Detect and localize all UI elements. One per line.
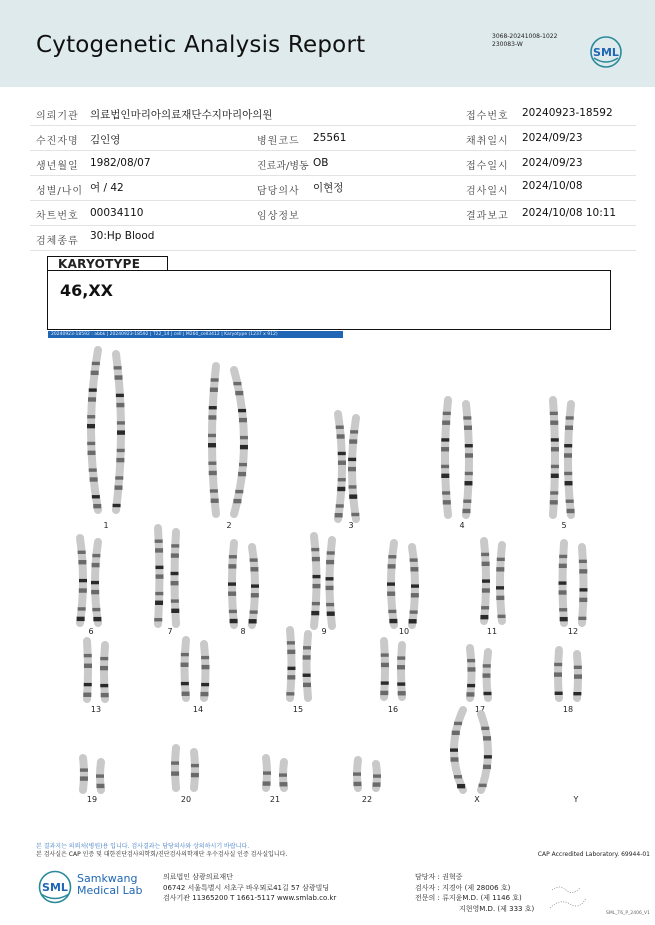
chromosome-label: 4 [459,521,465,530]
chromosome-pair-10 [387,543,419,636]
info-row-1 [30,101,636,126]
chromosome-label: 14 [192,705,204,714]
chromosome-label: 20 [180,795,192,804]
lab-name-line-2: Medical Lab [77,884,143,897]
chromosome-pair-12 [559,543,588,636]
report-title: Cytogenetic Analysis Report [36,32,366,58]
document-id-line-1: 3068-20241008-1022 [492,33,558,40]
chromosome-label: Y [573,795,579,804]
chromosome-label: 18 [562,705,574,714]
dept-value: OB [313,157,329,169]
info-row-2 [30,126,636,151]
form-number: SML_T6_P_2406_V1 [606,911,650,916]
chromosome-label: 8 [240,627,246,636]
chart-no-label: 차트번호 [36,211,79,222]
institution-value: 의료법인마리아의료재단수지마리아의원 [90,109,273,121]
svg-text:SML: SML [593,46,619,59]
specimen-label: 검체종류 [36,236,79,247]
name-value: 김인영 [90,134,121,146]
signature-icon [548,880,588,914]
institution-label: 의뢰기관 [36,111,79,122]
chromosome-pair-17 [466,648,491,714]
karyotype-tab: KARYOTYPE [47,256,168,270]
clinical-label: 임상정보 [257,211,300,222]
report-label: 결과보고 [466,211,509,222]
sex-age-value: 여 / 42 [90,182,124,194]
chromosome-pair-21 [263,758,288,804]
collection-date-label: 채취일시 [466,136,509,147]
chromosome-pair-4 [441,400,473,530]
chromosome-pair-16 [380,641,405,714]
chromosome-pair-5 [550,400,575,530]
chromosome-pair-2 [208,366,248,530]
chromosome-pair-3 [335,414,360,530]
chromosome-label: 1 [103,521,109,530]
chromosome-pair-1 [87,350,125,530]
samkwang-logo-icon [36,870,74,904]
chromosome-pair-19 [80,758,105,804]
hospital-code-value: 25561 [313,132,347,144]
karyotype-result-box [47,270,611,330]
info-row-3 [30,151,636,176]
document-id [492,33,557,49]
lab-address [163,872,336,904]
chromosome-pair-8 [228,543,259,636]
doctor-label: 담당의사 [257,186,300,197]
chromosome-label: 9 [321,627,327,636]
svg-text:SML: SML [42,881,68,894]
chromosome-pair-X [450,710,492,804]
karyogram-image [47,338,611,818]
chromosome-label: 21 [269,795,281,804]
staff-examiner: 검사자 : 지경아 (제 28006 호) [415,883,511,892]
footer-note-1: 본 결과지는 의뢰처(병원)용 입니다. 검사결과는 담당의사와 상의하시기 바랍니다. [36,843,250,850]
staff-list [415,872,534,914]
receipt-no-label: 접수번호 [466,111,509,122]
chromosome-label: 12 [567,627,579,636]
chromosome-label: 19 [86,795,98,804]
chromosome-label: X [474,795,480,804]
birth-label: 생년월일 [36,161,79,172]
info-row-5 [30,201,636,226]
chromosome-pair-18 [554,650,582,714]
footer-note-2: 본 검사실은 CAP 인증 및 대한진단검사의학회/진단검사의학재단 우수검사실 인증 검사실입니다. [36,851,288,858]
report-value: 2024/10/08 10:11 [522,207,617,219]
chromosome-pair-22 [353,760,381,804]
chromosome-pair-11 [480,541,505,636]
test-date-label: 검사일시 [466,186,509,197]
birth-value: 1982/08/07 [90,157,151,169]
receipt-date-value: 2024/09/23 [522,157,583,169]
chromosome-label: 15 [292,705,304,714]
receipt-date-label: 접수일시 [466,161,509,172]
chromosome-label: 2 [226,521,232,530]
image-caption-bar: 20240923-18592 : abbk | 20240923-18592 | T22_14 | cell | M260_cell3412 | Karyotype (1237 x 912) [48,331,343,338]
cap-accreditation: CAP Accredited Laboratory. 69944-01 [537,851,650,858]
chromosome-pair-15 [286,630,311,714]
karyotype-value: 46,XX [60,281,114,300]
staff-specialist-1: 전문의 : 류지윤M.D. (제 1146 호) [415,894,522,902]
staff-person: 담당자 : 권혁중 [415,873,463,881]
chromosome-label: 16 [387,705,399,714]
staff-specialist-2: 지현영M.D. (제 333 호) [459,904,535,913]
hospital-code-label: 병원코드 [257,136,300,147]
sex-age-label: 성별/나이 [36,186,84,197]
chromosome-label: 11 [486,627,498,636]
chromosome-pair-Y [573,795,579,804]
chromosome-label: 5 [561,521,567,530]
lab-name [77,873,143,897]
chromosome-label: 3 [348,521,354,530]
chromosome-pair-7 [154,528,179,636]
patient-info-table [30,101,636,251]
chromosome-label: 17 [474,705,486,714]
chromosome-label: 10 [398,627,410,636]
chart-no-value: 00034110 [90,207,144,219]
dept-label: 진료과/병동 [257,161,309,172]
chromosome-pair-6 [77,538,102,636]
chromosome-label: 13 [90,705,102,714]
info-row-4 [30,176,636,201]
specimen-value: 30:Hp Blood [90,230,155,242]
report-header [0,0,655,87]
chromosome-pair-9 [311,536,334,636]
collection-date-value: 2024/09/23 [522,132,583,144]
document-id-line-2: 230083-W [492,41,523,48]
chromosome-label: 22 [361,795,373,804]
chromosome-pair-20 [171,748,199,804]
sml-logo-icon [590,36,622,68]
lab-contact: 검사기관 11365200 T 1661-5117 www.smlab.co.kr [163,894,337,902]
info-row-6 [30,226,636,251]
receipt-no-value: 20240923-18592 [522,107,613,119]
test-date-value: 2024/10/08 [522,180,583,192]
lab-org: 의료법인 삼광의료재단 [163,873,233,881]
chromosome-pair-14 [181,640,210,714]
doctor-value: 이현정 [313,182,344,194]
lab-street-address: 06742 서울특별시 서초구 바우뫼로41길 57 삼광빌딩 [163,883,330,892]
chromosome-pair-13 [83,641,108,714]
chromosome-label: 7 [167,627,173,636]
footer-notes [36,843,287,859]
lab-name-line-1: Samkwang [77,872,138,885]
name-label: 수진자명 [36,136,79,147]
chromosome-label: 6 [88,627,94,636]
